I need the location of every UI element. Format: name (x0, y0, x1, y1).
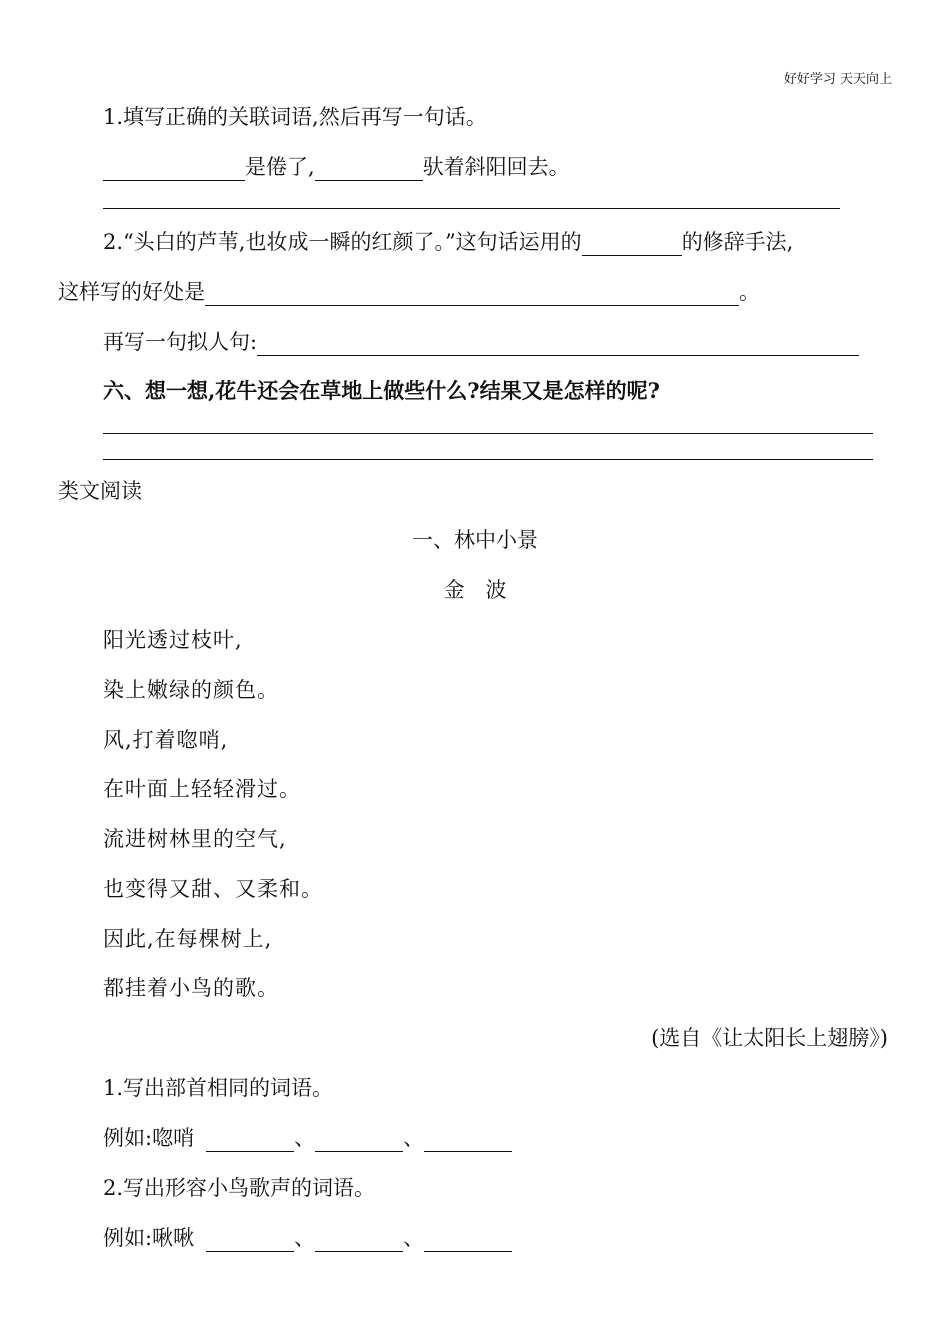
separator: 、 (294, 1126, 316, 1150)
q1-answer-line[interactable] (103, 208, 840, 209)
q2-line2-end: 。 (739, 280, 760, 304)
poem-line: 染上嫩绿的颜色。 (103, 678, 279, 702)
q1-part1: 是倦了, (245, 155, 315, 179)
reading-q2-blank-2[interactable] (315, 1229, 403, 1252)
reading-q1-example-row (103, 1124, 512, 1152)
q2-line1 (103, 228, 793, 256)
q2-blank-sentence[interactable] (257, 333, 859, 356)
poem-line: 在叶面上轻轻滑过。 (103, 777, 301, 801)
q1-blank-1[interactable] (103, 158, 245, 181)
section6-answer-line-1[interactable] (103, 433, 873, 434)
q2-blank-rhetoric[interactable] (582, 233, 682, 256)
reading-q1-example: 唿哨 (152, 1126, 195, 1150)
separator: 、 (403, 1226, 425, 1250)
reading-q1-example-label: 例如: (103, 1126, 153, 1150)
reading-heading: 类文阅读 (58, 479, 142, 503)
reading-q2-example: 啾啾 (152, 1226, 195, 1250)
separator: 、 (294, 1226, 316, 1250)
separator: 、 (403, 1126, 425, 1150)
poem-line: 也变得又甜、又柔和。 (103, 877, 323, 901)
reading-q2-prompt: 2.写出形容小鸟歌声的词语。 (103, 1176, 376, 1200)
reading-q1-prompt: 1.写出部首相同的词语。 (103, 1076, 334, 1100)
poem-line: 都挂着小鸟的歌。 (103, 976, 279, 1000)
poem-source: (选自《让太阳长上翅膀》) (651, 1026, 888, 1050)
q2-line1-end: 的修辞手法, (681, 230, 794, 254)
poem-line: 流进树林里的空气, (103, 827, 287, 851)
section6-answer-line-2[interactable] (103, 459, 873, 460)
poem-line: 阳光透过枝叶, (103, 628, 243, 652)
q1-blank-2[interactable] (315, 158, 423, 181)
reading-q2-blank-3[interactable] (424, 1229, 512, 1252)
reading-q2-example-label: 例如: (103, 1226, 153, 1250)
reading-q2-example-row (103, 1224, 512, 1252)
reading-q1-blank-3[interactable] (424, 1129, 512, 1152)
q2-blank-benefit[interactable] (205, 283, 739, 306)
q2-line2 (58, 278, 760, 306)
q1-part2: 驮着斜阳回去。 (422, 155, 570, 179)
poem-line: 风,打着唿哨, (103, 728, 229, 752)
poem-author: 金 波 (443, 578, 507, 602)
reading-q2-blank-1[interactable] (206, 1229, 294, 1252)
q2-line1-text: 2.“头白的芦苇,也妆成一瞬的红颜了。”这句话运用的 (103, 230, 582, 254)
poem-line: 因此,在每棵树上, (103, 927, 273, 951)
q1-fill-line (103, 153, 570, 181)
page-header: 好好学习 天天向上 (783, 72, 892, 87)
reading-q1-blank-2[interactable] (315, 1129, 403, 1152)
q2-line3-text: 再写一句拟人句: (103, 330, 258, 354)
q2-line2-text: 这样写的好处是 (58, 280, 205, 304)
poem-title: 一、林中小景 (412, 528, 538, 552)
q2-line3 (103, 328, 859, 356)
reading-q1-blank-1[interactable] (206, 1129, 294, 1152)
section6-title: 六、想一想,花牛还会在草地上做些什么?结果又是怎样的呢? (103, 378, 660, 403)
q1-prompt: 1.填写正确的关联词语,然后再写一句话。 (103, 105, 487, 129)
